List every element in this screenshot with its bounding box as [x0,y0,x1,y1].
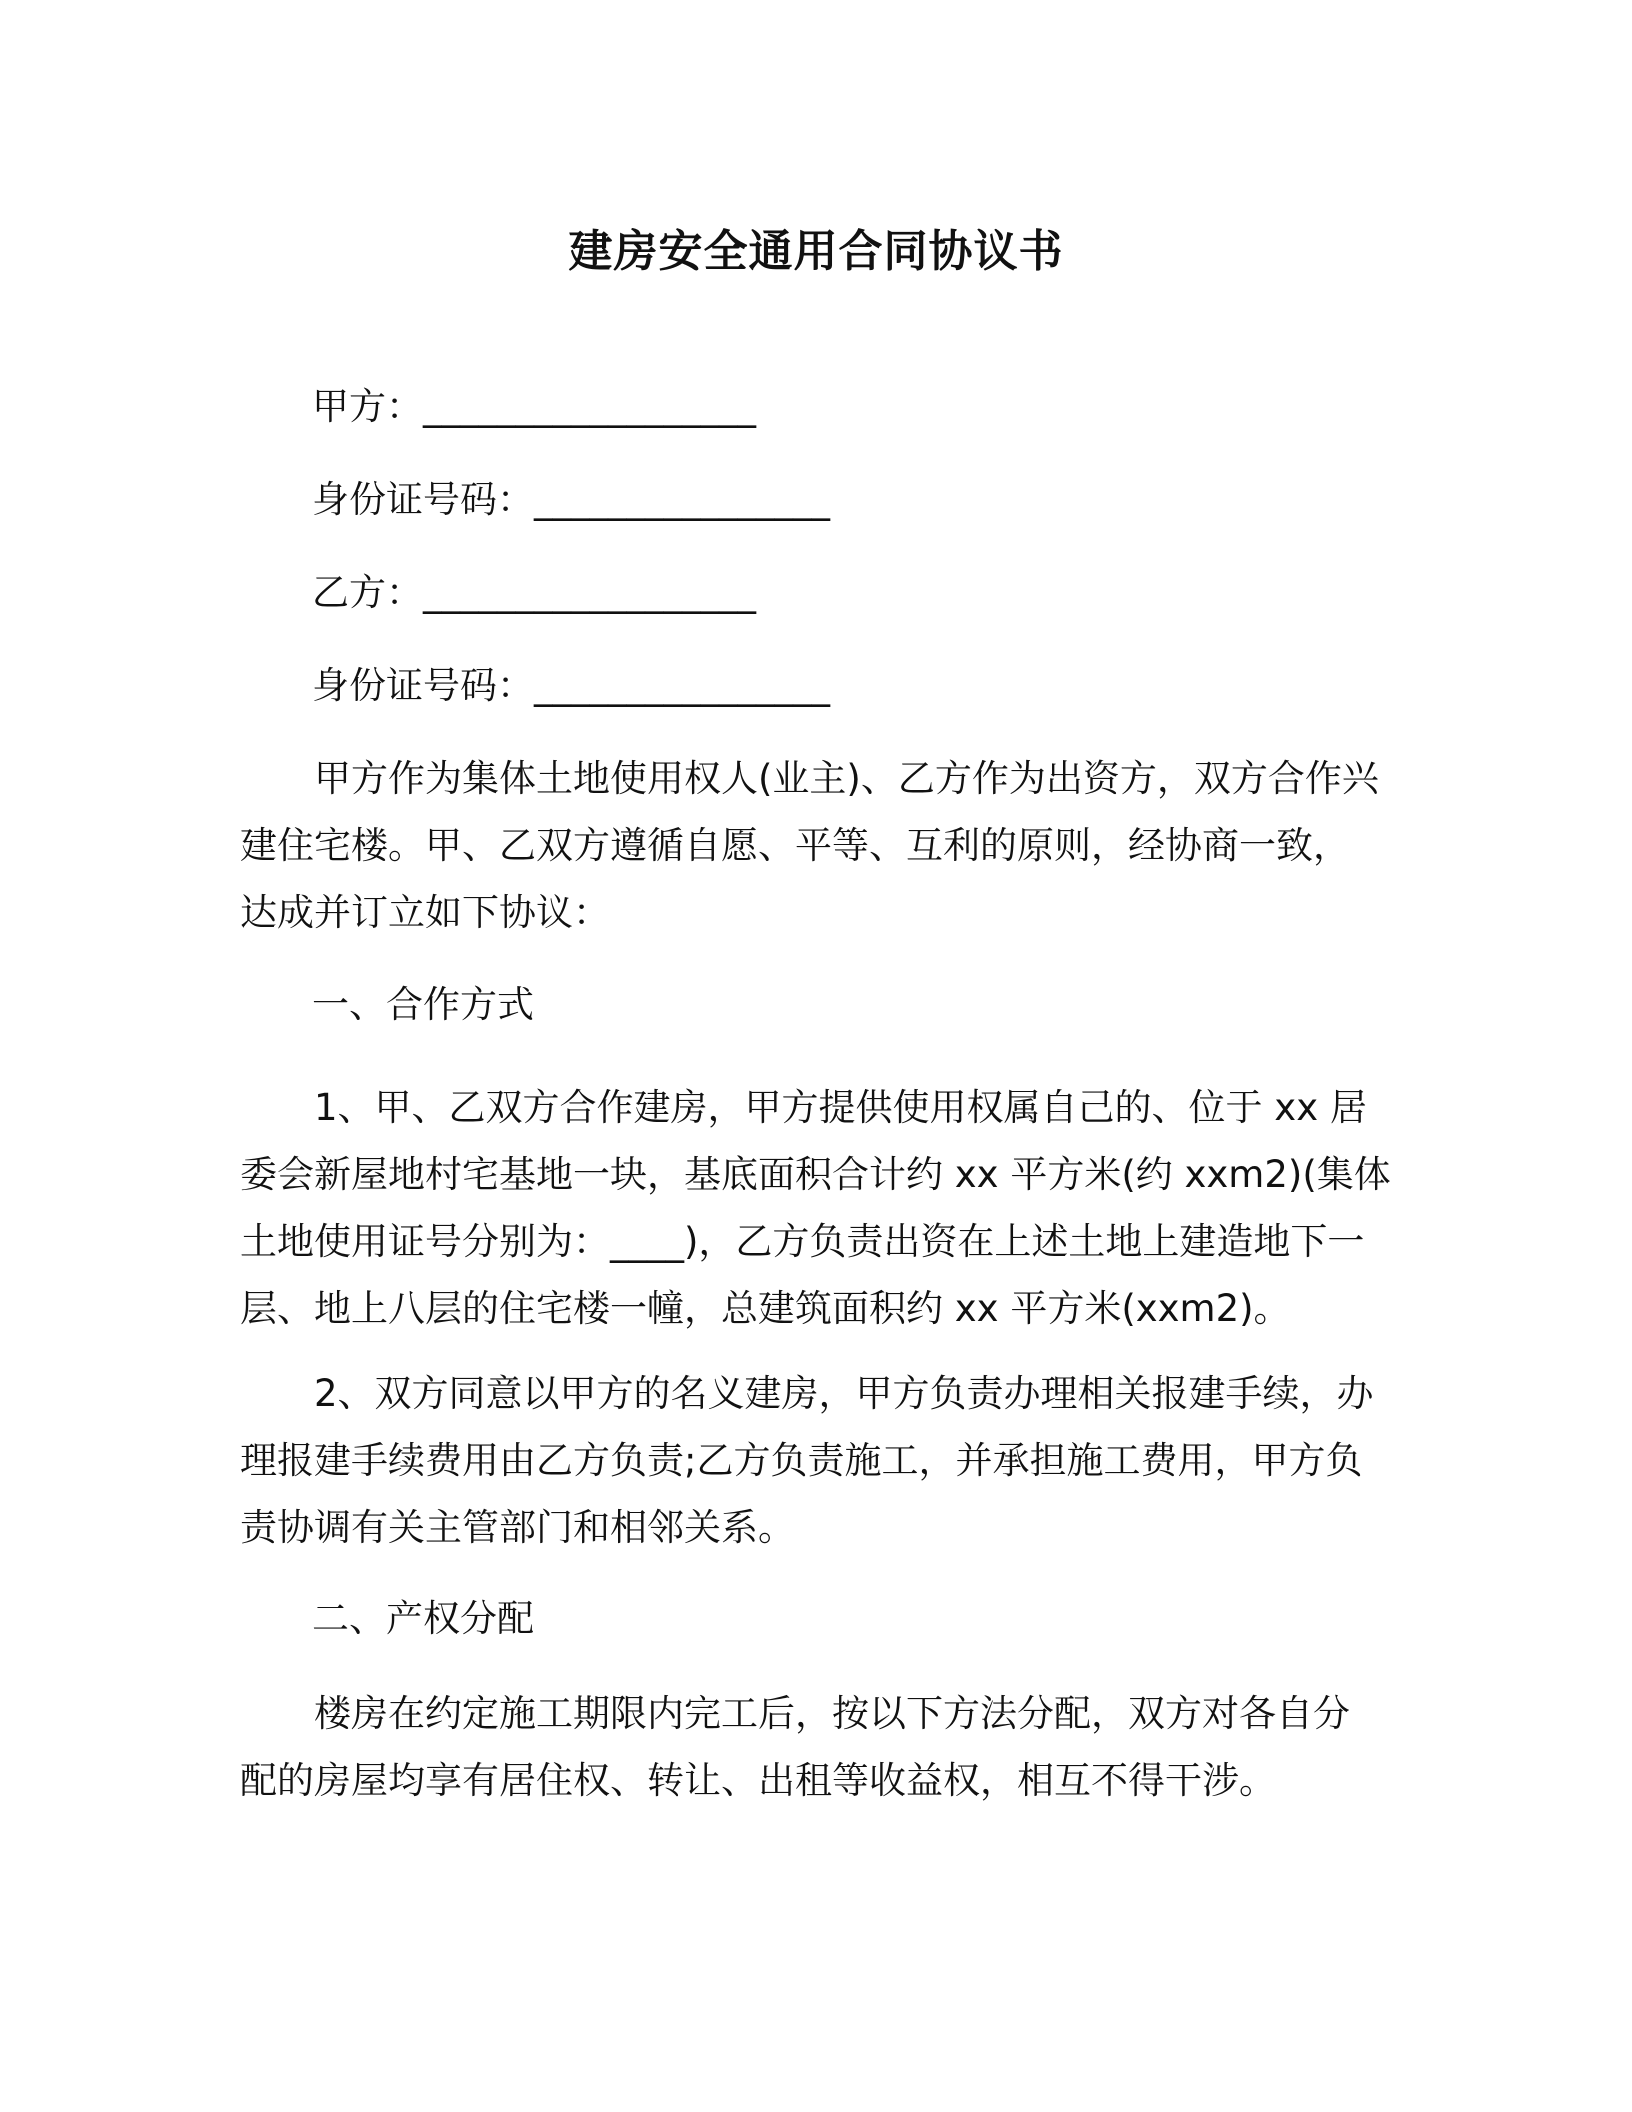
text-line: 层、地上八层的住宅楼一幢，总建筑面积约 xx 平方米(xxm2)。 [240,1287,1291,1330]
party-a-blank: __________________ [423,385,756,428]
text-line: 配的房屋均享有居住权、转让、出租等收益权，相互不得干涉。 [240,1759,1276,1802]
party-a-id-field [312,475,830,525]
text-line: 责协调有关主管部门和相邻关系。 [240,1506,795,1549]
section-heading-cooperation: 一、合作方式 [312,983,534,1026]
party-b-id-blank: ________________ [534,664,830,707]
text-line: 甲方作为集体土地使用权人(业主)、乙方作为出资方，双方合作兴 [240,757,1379,800]
clause-2-paragraph [240,1360,1376,1561]
text-line: 2、双方同意以甲方的名义建房，甲方负责办理相关报建手续，办 [240,1372,1374,1415]
party-a-id-blank: ________________ [534,478,830,521]
ownership-paragraph [240,1680,1376,1814]
party-a-field [312,382,756,432]
text-line: 土地使用证号分别为：____)，乙方负责出资在上述土地上建造地下一 [240,1220,1365,1263]
text-line: 楼房在约定施工期限内完工后，按以下方法分配，双方对各自分 [240,1692,1350,1735]
party-b-label: 乙方： [312,571,423,614]
party-a-label: 甲方： [312,385,423,428]
intro-paragraph [240,745,1379,946]
document-title: 建房安全通用合同协议书 [568,226,1064,277]
text-line: 达成并订立如下协议： [240,891,610,934]
clause-1-paragraph [240,1074,1391,1342]
section-heading-ownership: 二、产权分配 [312,1597,534,1640]
party-b-id-field [312,661,830,711]
party-b-id-label: 身份证号码： [312,664,534,707]
text-line: 委会新屋地村宅基地一块，基底面积合计约 xx 平方米(约 xxm2)(集体 [240,1153,1391,1196]
text-line: 理报建手续费用由乙方负责;乙方负责施工，并承担施工费用，甲方负 [240,1439,1363,1482]
text-line: 建住宅楼。甲、乙双方遵循自愿、平等、互利的原则，经协商一致， [240,824,1350,867]
party-b-blank: __________________ [423,571,756,614]
party-b-field [312,568,756,618]
party-a-id-label: 身份证号码： [312,478,534,521]
text-line: 1、甲、乙双方合作建房，甲方提供使用权属自己的、位于 xx 居 [240,1086,1367,1129]
